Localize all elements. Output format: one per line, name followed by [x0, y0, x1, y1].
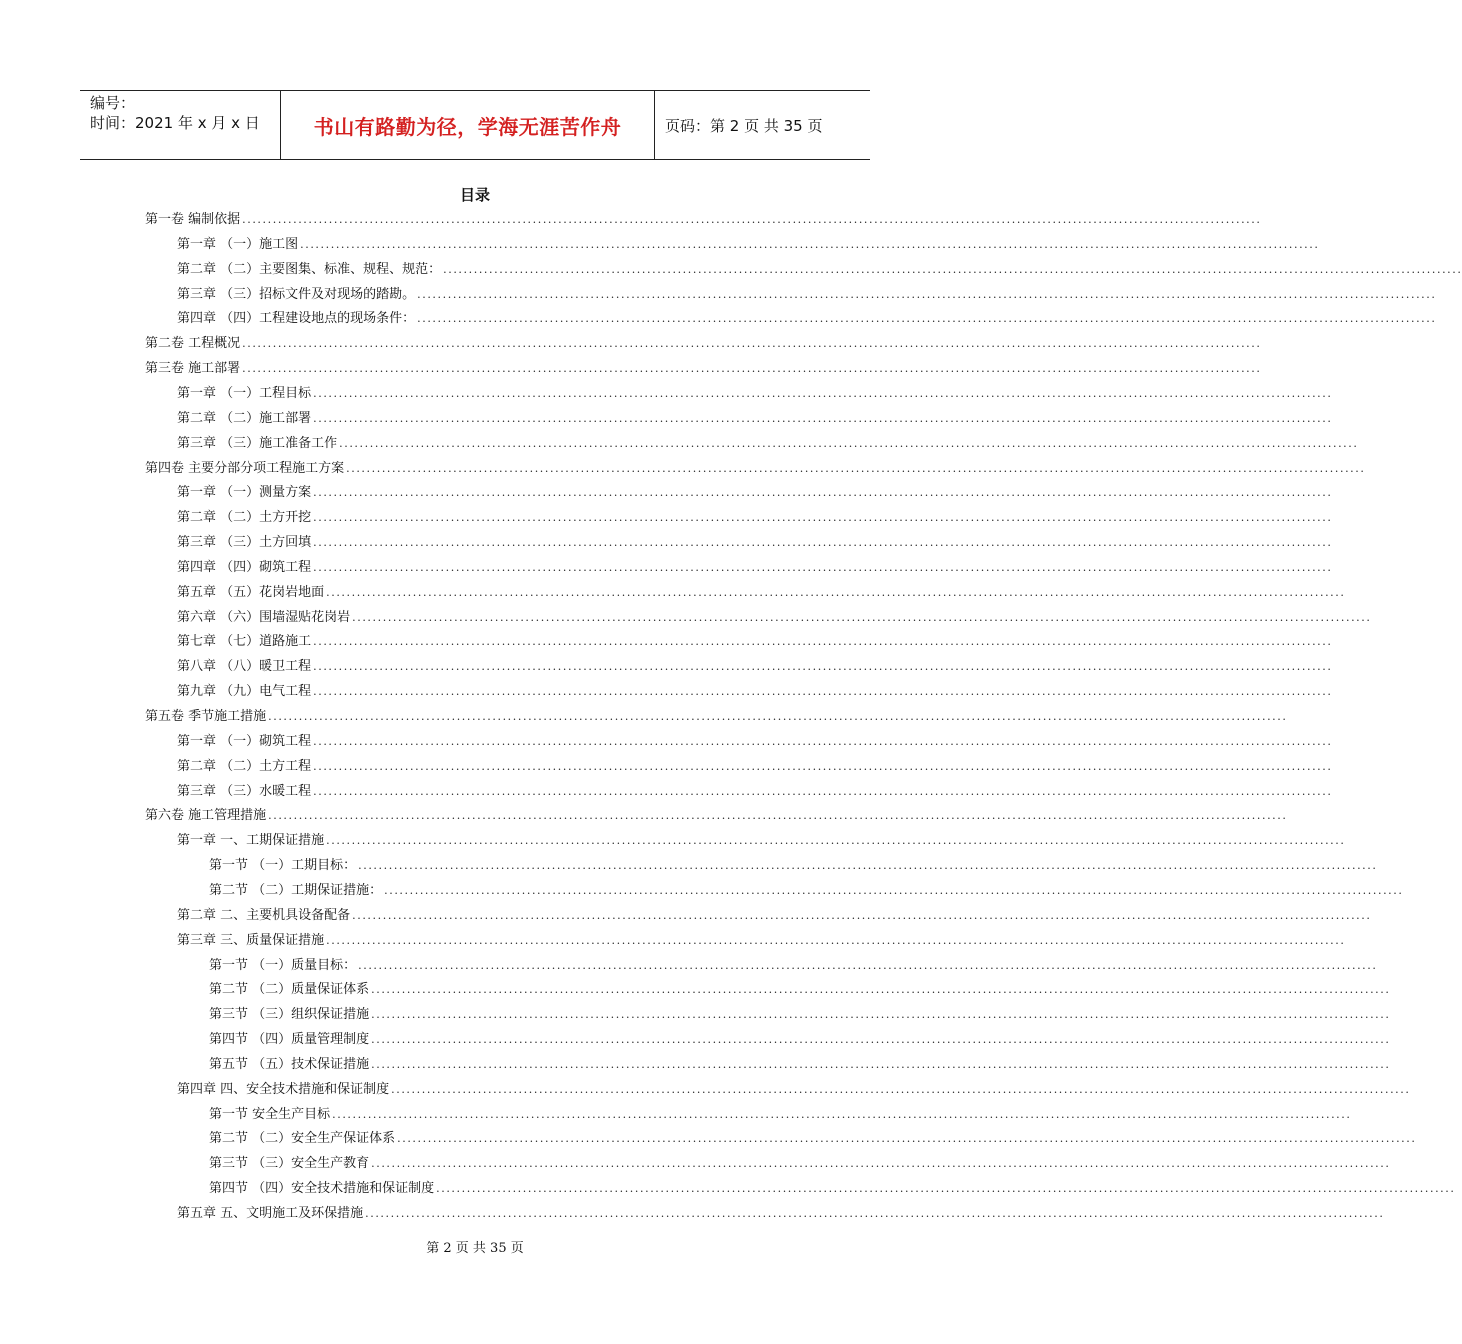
toc-entry-text: 第五章 （五）花岗岩地面 [177, 584, 325, 600]
toc-dot-leader: ........................................................................................................................................................................................................ [313, 784, 1333, 798]
toc-entry-text: 第二章 （二）主要图集、标准、规程、规范： [177, 261, 442, 277]
toc-dot-leader: ........................................................................................................................................................................................................ [371, 1157, 1391, 1171]
page-footer: 第 2 页 共 35 页 [426, 1241, 524, 1256]
toc-entry[interactable] [177, 284, 1437, 306]
toc-entry-text: 第二章 （二）土方开挖 [177, 510, 312, 526]
toc-entry-text: 第一章 （一）测量方案 [177, 485, 312, 501]
toc-entry-text: 第一卷 编制依据 [145, 212, 241, 227]
toc-entry[interactable] [177, 1203, 1385, 1225]
toc-entry-text: 第四节 （四）质量管理制度 [209, 1032, 370, 1048]
toc-entry-text: 第一节 安全生产目标 [209, 1106, 331, 1122]
toc-dot-leader: ........................................................................................................................................................................................................ [371, 983, 1391, 997]
toc-entry[interactable] [177, 433, 1359, 455]
toc-entry-text: 第六卷 施工管理措施 [145, 808, 267, 824]
toc-dot-leader: ........................................................................................................................................................................................................ [417, 287, 1437, 301]
toc-entry-text: 第一节 （一）工期目标： [209, 858, 357, 874]
toc-entry[interactable] [209, 1178, 1456, 1200]
toc-entry[interactable] [209, 1054, 1391, 1076]
toc-entry[interactable] [177, 259, 1462, 281]
toc-entry[interactable] [177, 482, 1333, 504]
header-meta [80, 91, 281, 159]
toc-entry[interactable] [177, 1079, 1411, 1101]
toc-dot-leader: ........................................................................................................................................................................................................ [313, 386, 1333, 400]
toc-dot-leader: ........................................................................................................................................................................................................ [371, 1008, 1391, 1022]
toc-dot-leader: ........................................................................................................................................................................................................ [346, 461, 1366, 475]
toc-entry[interactable] [209, 1029, 1391, 1051]
toc-entry-text: 第四章 四、安全技术措施和保证制度 [177, 1081, 390, 1097]
toc-entry[interactable] [209, 1128, 1417, 1150]
toc-dot-leader: ........................................................................................................................................................................................................ [417, 312, 1437, 326]
toc-dot-leader: ........................................................................................................................................................................................................ [358, 958, 1378, 972]
toc-dot-leader: ........................................................................................................................................................................................................ [300, 237, 1320, 251]
toc-entry[interactable] [145, 805, 1288, 827]
toc-dot-leader: ........................................................................................................................................................................................................ [371, 1033, 1391, 1047]
toc-entry-text: 第一节 （一）质量目标： [209, 957, 357, 973]
toc-dot-leader: ........................................................................................................................................................................................................ [352, 908, 1372, 922]
toc-entry[interactable] [177, 756, 1333, 778]
toc-entry[interactable] [145, 209, 1262, 231]
toc-dot-leader: ........................................................................................................................................................................................................ [332, 1107, 1352, 1121]
toc-entry-text: 第四章 （四）工程建设地点的现场条件： [177, 311, 416, 327]
toc-entry-text: 第一章 一、工期保证措施 [177, 833, 325, 849]
toc-entry-text: 第五章 五、文明施工及环保措施 [177, 1206, 364, 1221]
toc-entry-text: 第四节 （四）安全技术措施和保证制度 [209, 1181, 435, 1197]
toc-dot-leader: ........................................................................................................................................................................................................ [313, 486, 1333, 500]
toc-dot-leader: ........................................................................................................................................................................................................ [313, 511, 1333, 525]
toc-entry-text: 第三卷 施工部署 [145, 361, 241, 377]
toc-entry[interactable] [177, 308, 1437, 330]
toc-entry-text: 第三章 （三）土方回填 [177, 535, 312, 551]
toc-entry-text: 第一章 （一）工程目标 [177, 385, 312, 401]
toc-entry-text: 第四卷 主要分部分项工程施工方案 [145, 460, 345, 476]
toc-entry-text: 第二章 （二）施工部署 [177, 410, 312, 426]
toc-entry[interactable] [145, 358, 1262, 380]
toc-dot-leader: ........................................................................................................................................................................................................ [242, 337, 1262, 351]
toc-dot-leader: ........................................................................................................................................................................................................ [242, 213, 1262, 226]
toc-entry[interactable] [177, 656, 1333, 678]
toc-entry[interactable] [209, 1004, 1391, 1026]
toc-dot-leader: ........................................................................................................................................................................................................ [365, 1207, 1385, 1220]
toc-dot-leader: ........................................................................................................................................................................................................ [242, 362, 1262, 376]
toc-entry[interactable] [177, 557, 1333, 579]
toc-entry-text: 第一章 （一）砌筑工程 [177, 733, 312, 749]
header-page-info: 页码：第 2 页 共 35 页 [665, 116, 823, 135]
toc-dot-leader: ........................................................................................................................................................................................................ [313, 411, 1333, 425]
toc-entry[interactable] [177, 582, 1346, 604]
toc-entry-text: 第七章 （七）道路施工 [177, 634, 312, 650]
toc-entry-text: 第二卷 工程概况 [145, 336, 241, 352]
toc-dot-leader: ........................................................................................................................................................................................................ [391, 1082, 1411, 1096]
toc-title: 目录 [459, 186, 490, 204]
toc-entry-text: 第八章 （八）暖卫工程 [177, 659, 312, 675]
toc-dot-leader: ........................................................................................................................................................................................................ [313, 685, 1333, 699]
page-header [80, 90, 870, 160]
toc-entry-text: 第一章 （一）施工图 [177, 236, 299, 252]
toc-dot-leader: ........................................................................................................................................................................................................ [313, 536, 1333, 550]
toc-dot-leader: ........................................................................................................................................................................................................ [313, 635, 1333, 649]
toc-entry[interactable] [177, 234, 1320, 256]
toc-dot-leader: ........................................................................................................................................................................................................ [397, 1132, 1417, 1146]
toc-entry[interactable] [209, 955, 1378, 977]
toc-entry[interactable] [177, 930, 1346, 952]
toc-dot-leader: ........................................................................................................................................................................................................ [371, 1057, 1391, 1071]
toc-entry[interactable] [177, 731, 1333, 753]
toc-entry[interactable] [209, 1153, 1391, 1175]
toc-entry-text: 第五卷 季节施工措施 [145, 709, 267, 724]
document-number-label: 编号： [90, 94, 136, 112]
toc-entry-text: 第三章 三、质量保证措施 [177, 932, 325, 948]
toc-entry-text: 第六章 （六）围墙湿贴花岗岩 [177, 609, 351, 625]
toc-dot-leader: ........................................................................................................................................................................................................ [436, 1182, 1456, 1196]
toc-dot-leader: ........................................................................................................................................................................................................ [313, 759, 1333, 773]
toc-entry[interactable] [145, 458, 1366, 480]
toc-entry-text: 第五节 （五）技术保证措施 [209, 1056, 370, 1072]
toc-dot-leader: ........................................................................................................................................................................................................ [384, 883, 1404, 897]
toc-entry[interactable] [177, 532, 1333, 554]
toc-entry-text: 第二章 （二）土方工程 [177, 758, 312, 774]
toc-dot-leader: ........................................................................................................................................................................................................ [443, 262, 1462, 276]
toc-entry[interactable] [177, 507, 1333, 529]
toc-entry[interactable] [209, 979, 1391, 1001]
toc-entry-text: 第三章 （三）水暖工程 [177, 783, 312, 799]
toc-entry[interactable] [209, 855, 1378, 877]
toc-dot-leader: ........................................................................................................................................................................................................ [326, 933, 1346, 947]
toc-entry[interactable] [177, 383, 1333, 405]
toc-entry-text: 第二节 （二）工期保证措施： [209, 882, 383, 898]
toc-entry-text: 第二章 二、主要机具设备配备 [177, 907, 351, 923]
toc-entry[interactable] [177, 830, 1346, 852]
toc-entry[interactable] [177, 681, 1333, 703]
toc-dot-leader: ........................................................................................................................................................................................................ [358, 859, 1378, 873]
toc-entry-text: 第九章 （九）电气工程 [177, 684, 312, 700]
toc-dot-leader: ........................................................................................................................................................................................................ [326, 585, 1346, 599]
toc-dot-leader: ........................................................................................................................................................................................................ [326, 834, 1346, 848]
toc-entry-text: 第三节 （三）安全生产教育 [209, 1156, 370, 1172]
toc-dot-leader: ........................................................................................................................................................................................................ [313, 734, 1333, 748]
header-motto: 书山有路勤为径，学海无涯苦作舟 [281, 91, 655, 159]
toc-entry[interactable] [145, 333, 1262, 355]
toc-entry-text: 第四章 （四）砌筑工程 [177, 559, 312, 575]
toc-entry-text: 第三节 （三）组织保证措施 [209, 1007, 370, 1023]
toc-entry-text: 第二节 （二）质量保证体系 [209, 982, 370, 998]
toc-entry[interactable] [177, 631, 1333, 653]
toc-dot-leader: ........................................................................................................................................................................................................ [313, 560, 1333, 574]
toc-dot-leader: ........................................................................................................................................................................................................ [268, 809, 1288, 823]
toc-dot-leader: ........................................................................................................................................................................................................ [339, 436, 1359, 450]
document-date: 时间：2021 年 x 月 x 日 [90, 114, 260, 132]
toc-entry[interactable] [177, 607, 1372, 629]
toc-entry[interactable] [177, 905, 1372, 927]
toc-dot-leader: ........................................................................................................................................................................................................ [352, 610, 1372, 624]
toc-entry[interactable] [177, 781, 1333, 803]
toc-entry-text: 第三章 （三）施工准备工作 [177, 435, 338, 451]
toc-entry[interactable] [209, 1104, 1352, 1126]
toc-entry-text: 第三章 （三）招标文件及对现场的踏勘。 [177, 286, 416, 302]
toc-dot-leader: ........................................................................................................................................................................................................ [268, 710, 1288, 723]
toc-entry[interactable] [177, 408, 1333, 430]
toc-entry-text: 第二节 （二）安全生产保证体系 [209, 1131, 396, 1147]
toc-entry[interactable] [209, 880, 1404, 902]
toc-dot-leader: ........................................................................................................................................................................................................ [313, 660, 1333, 674]
toc-entry[interactable] [145, 706, 1288, 728]
